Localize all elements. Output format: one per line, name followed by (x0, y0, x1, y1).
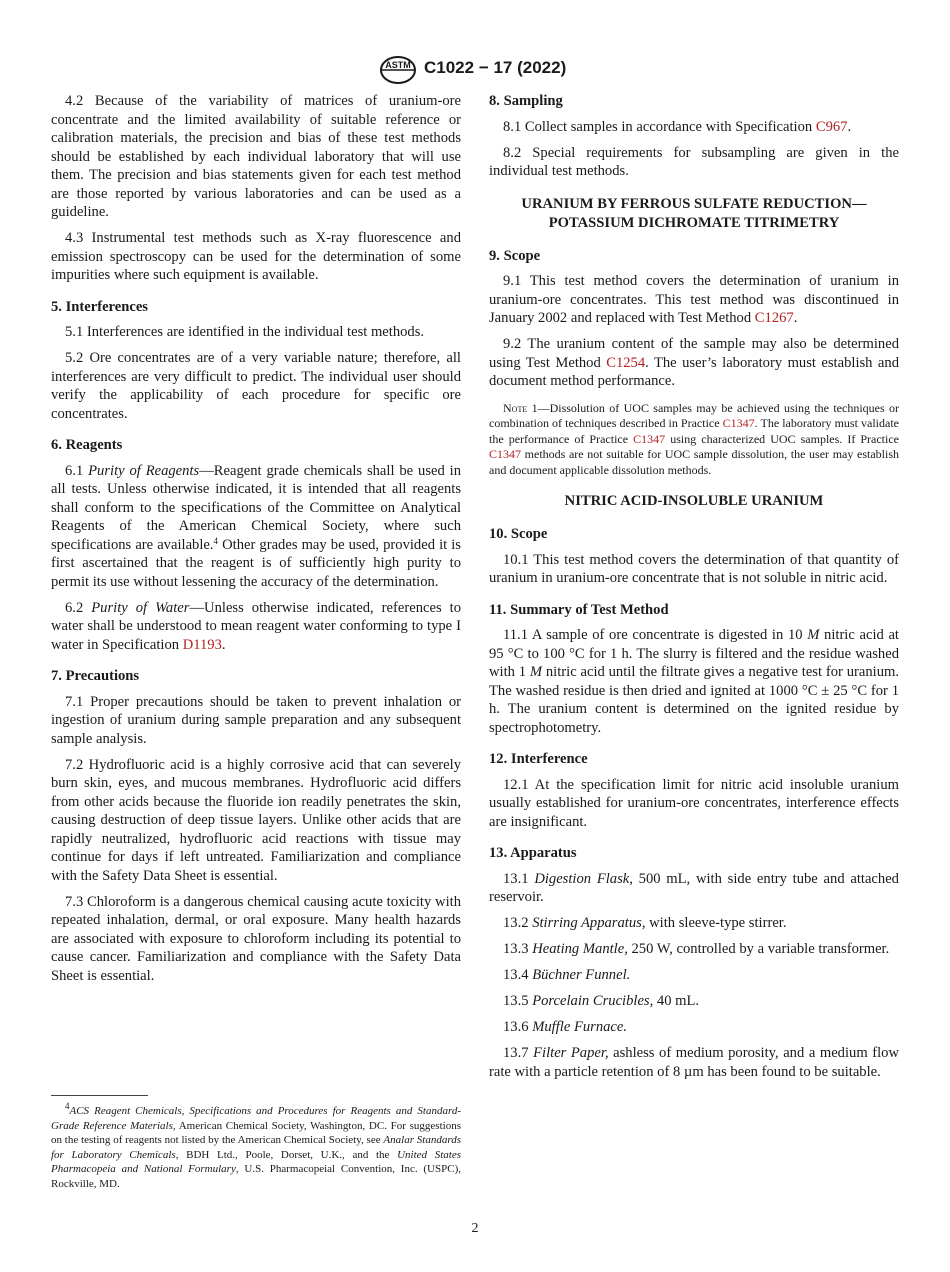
heading-interference: 12. Interference (489, 751, 588, 767)
paragraph-6-2: 6.2 Purity of Water—Unless otherwise indicated, references to water shall be understood to mean reagent water conforming to type I water in Specification D1193. (51, 599, 461, 653)
link-c1267[interactable]: C1267 (754, 310, 794, 326)
page-header (0, 54, 950, 88)
link-c967[interactable]: C967 (815, 118, 848, 135)
link-d1193[interactable]: D1193 (182, 636, 222, 653)
heading-precautions: 7. Precautions (51, 668, 140, 684)
footnote-divider (51, 1095, 148, 1096)
paragraph-11-1: 11.1 A sample of ore concentrate is digested in 10 M nitric acid at 95 °C to 100 °C for 1 h. The slurry is filtered and the residue washed with 1 M nitric acid until the filtrate gives a negative test for uranium. The washed residue is then dried and ignited at 1000 °C ± 25 °C for 1 h. The uranium content is determined on the ignited residue by spectrophotometry. (489, 627, 899, 736)
document-designation: C1022 − 17 (2022) (424, 58, 567, 77)
link-c1254[interactable]: C1254 (606, 354, 646, 371)
heading-sampling: 8. Sampling (489, 93, 563, 109)
paragraph-10-1: 10.1 This test method covers the determination of that quantity of uranium in uranium-ore concentrate that is not soluble in nitric acid. (489, 551, 899, 586)
paragraph-4-3: 4.3 Instrumental test methods such as X-ray fluorescence and emission spectroscopy can be used for the determination of some impurities where such equipment is available. (51, 230, 461, 283)
footnote-ref: 4 (213, 535, 219, 546)
right-column (489, 92, 899, 1089)
paragraph-5-2: 5.2 Ore concentrates are of a very variable nature; therefore, all interferences are very difficult to predict. The individual user should verify the applicability of each procedure for specific ore concentrates. (51, 350, 461, 422)
heading-summary: 11. Summary of Test Method (489, 601, 669, 618)
paragraph-7-3: 7.3 Chloroform is a dangerous chemical causing acute toxicity with repeated inhalation, dermal, or oral exposure. Many health hazards are associated with exposure to chloroform including its potential to cause cancer. Familiarization and compliance with the Safety Data Sheet is essential. (51, 893, 461, 984)
svg-text:ASTM: ASTM (385, 60, 411, 70)
apparatus-item: 13.3 Heating Mantle, 250 W, controlled by a variable transformer. (503, 941, 890, 957)
paragraph-7-1: 7.1 Proper precautions should be taken to prevent inhalation or ingestion of uranium during sample preparation and any subsequent sample analysis. (51, 693, 461, 747)
apparatus-item: 13.2 Stirring Apparatus, with sleeve-type stirrer. (503, 915, 787, 931)
paragraph-9-2: 9.2 The uranium content of the sample may also be determined using Test Method C1254. The user’s laboratory must establish and document method performance. (489, 336, 899, 389)
heading-scope-10: 10. Scope (489, 526, 548, 542)
paragraph-7-2: 7.2 Hydrofluoric acid is a highly corrosive acid that can severely burn skin, eyes, and mucous membranes. Hydrofluoric acid differs from other acids because the fluoride ion readily penetrates the skin, causing destruction of deep tissue layers. Unlike other acids that are rapidly neutralized, hydrofluoric acid reactions with tissue may continue for days if left untreated. Familiarization and compliance with the Safety Data Sheet is essential. (51, 756, 461, 884)
apparatus-item: 13.5 Porcelain Crucibles, 40 mL. (503, 993, 700, 1009)
paragraph-8-2: 8.2 Special requirements for subsampling are given in the individual test methods. (489, 144, 899, 179)
link-c1347[interactable]: C1347 (489, 447, 522, 461)
heading-scope-9: 9. Scope (489, 247, 541, 264)
apparatus-item: 13.7 Filter Paper, ashless of medium porosity, and a medium flow rate with a particle retention of 8 µm has been found to be suitable. (489, 1045, 899, 1080)
link-c1347[interactable]: C1347 (722, 416, 755, 430)
section-title-ferrous-sulfate: URANIUM BY FERROUS SULFATE REDUCTION—POTASSIUM DICHROMATE TITRIMETRY (521, 195, 867, 231)
heading-apparatus: 13. Apparatus (489, 845, 577, 861)
paragraph-4-2: 4.2 Because of the variability of matrices of uranium-ore concentrate and the limited availability of suitable reference or calibration materials, the precision and bias of these test methods should be established by each individual laboratory that will use them. The precision and bias statements given for each test method are those reported by various laboratories and can be used as a guideline. (51, 93, 461, 220)
link-c1347[interactable]: C1347 (633, 431, 666, 446)
footnote-4: $^4$ACS Reagent Chemicals, Specifications and Procedures for Reagents and Standard-Grade Reference Materials, American Chemical Society, Washington, DC. For suggestions on the testing of reagents not listed by the American Chemical Society, see Analar Standards for Laboratory Chemicals, BDH Ltd., Poole, Dorset, U.K., and the United States Pharmacopeia and National Formulary, U.S. Pharmacopeial Convention, Inc. (USPC), Rockville, MD. (51, 1101, 461, 1190)
apparatus-item: 13.4 Büchner Funnel. (503, 967, 631, 983)
paragraph-5-1: 5.1 Interferences are identified in the individual test methods. (65, 324, 425, 340)
paragraph-6-1: 6.1 Purity of Reagents—Reagent grade chemicals shall be used in all tests. Unless otherwise indicated, it is intended that all reagents shall conform to the specifications of the Committee on Analytical Reagents of the American Chemical Society, where such specifications are available.$^4$ Other grades may be used, provided it is first ascertained that the reagent is of sufficiently high purity to permit its use without lessening the accuracy of the determination. (51, 462, 461, 590)
paragraph-8-1: 8.1 Collect samples in accordance with Specification C967. (503, 118, 852, 135)
apparatus-item: 13.6 Muffle Furnace. (503, 1019, 628, 1035)
note-1: Note 1—Dissolution of UOC samples may be achieved using the techniques or combination of techniques described in Practice C1347. The laboratory must validate the performance of Practice C1347 using characterized UOC samples. If Practice C1347 methods are not suitable for UOC sample dissolution, the user may establish and document applicable dissolution methods. (489, 400, 900, 477)
section-title-nitric-acid: NITRIC ACID-INSOLUBLE URANIUM (564, 493, 824, 509)
heading-reagents: 6. Reagents (51, 437, 123, 453)
apparatus-item: 13.1 Digestion Flask, 500 mL, with side entry tube and attached reservoir. (489, 870, 899, 905)
page-number: 2 (471, 1221, 479, 1236)
left-column (51, 92, 461, 993)
astm-logo-icon (378, 54, 418, 86)
paragraph-12-1: 12.1 At the specification limit for nitric acid insoluble uranium usually established for uranium-ore concentrates, interference effects are insignificant. (489, 776, 899, 830)
heading-interferences: 5. Interferences (51, 298, 148, 315)
paragraph-9-1: 9.1 This test method covers the determination of uranium in uranium-ore concentrates. This test method was discontinued in January 2002 and replaced with Test Method C1267. (489, 273, 899, 326)
